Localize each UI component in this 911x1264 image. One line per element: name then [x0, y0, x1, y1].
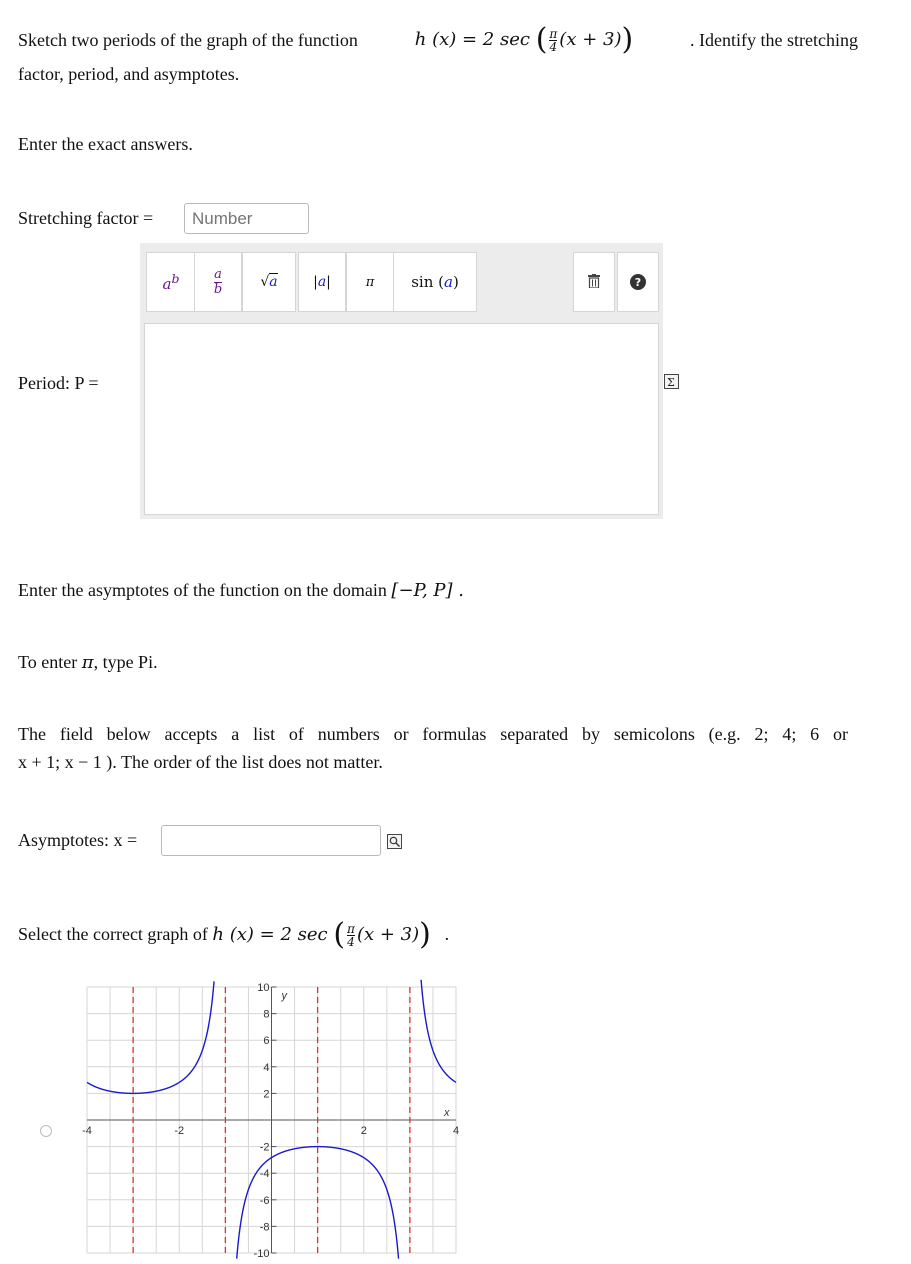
- equation-preview-icon[interactable]: [664, 374, 679, 389]
- function-lhs: h (x) = 2 sec: [414, 29, 530, 50]
- y-tick-label: -6: [259, 1194, 270, 1207]
- x-tick-label: -4: [82, 1125, 92, 1137]
- y-tick-label: 2: [263, 1088, 270, 1101]
- svg-text:Σ: Σ: [667, 376, 675, 389]
- y-tick-label: 8: [263, 1008, 270, 1021]
- pi-button[interactable]: π: [346, 252, 394, 312]
- y-tick-label: 4: [263, 1061, 270, 1074]
- asymptotes-input[interactable]: [161, 825, 381, 856]
- y-tick-label: -4: [259, 1168, 270, 1181]
- pi-hint-before: To enter: [18, 652, 78, 672]
- select-graph-text: Select the correct graph of: [18, 924, 208, 944]
- x-axis-label: x: [444, 1107, 450, 1119]
- select-graph-lhs: h (x) = 2 sec: [212, 924, 328, 945]
- problem-line2: factor, period, and asymptotes.: [18, 64, 240, 84]
- list-hint-line2: x + 1; x − 1 ). The order of the list does not matter.: [18, 752, 383, 772]
- power-button[interactable]: $a^b$: [146, 252, 196, 312]
- problem-function: h (x) = 2 sec ( $\frac{\pi}{4}$ (x + 3)): [414, 22, 634, 57]
- sec-graph[interactable]: [60, 975, 480, 1260]
- select-graph-prompt: [18, 917, 450, 952]
- sqrt-button[interactable]: √a: [242, 252, 296, 312]
- pi-hint: [18, 648, 158, 677]
- select-graph-function: h (x) = 2 sec ( $\frac{\pi}{4}$ (x + 3)): [212, 917, 431, 952]
- pi-hint-after: , type Pi.: [93, 652, 158, 672]
- pi-hint-symbol: π: [81, 652, 94, 673]
- asymptotes-label: Asymptotes: x =: [18, 830, 138, 850]
- sin-button[interactable]: sin (a): [393, 252, 477, 312]
- y-tick-label: -2: [259, 1141, 270, 1154]
- x-tick-label: 4: [452, 1125, 460, 1137]
- help-icon: ?: [630, 274, 646, 290]
- problem-prefix: Sketch two periods of the graph of the function: [18, 30, 358, 50]
- x-tick-label: 2: [360, 1125, 367, 1137]
- stretching-input[interactable]: [184, 203, 309, 234]
- abs-button[interactable]: |a|: [298, 252, 346, 312]
- fraction-button[interactable]: $\frac{a}{b}$: [194, 252, 242, 312]
- trash-button[interactable]: [573, 252, 615, 312]
- y-tick-label: -8: [259, 1221, 270, 1234]
- exact-instructions: Enter the exact answers.: [18, 134, 193, 154]
- help-button[interactable]: [617, 252, 659, 312]
- select-graph-dot: .: [444, 924, 450, 944]
- list-hint-line1: The field below accepts a list of numbers or formulas separated by semicolons (e.g. 2; 4; 6 or: [18, 724, 848, 744]
- stretching-label: Stretching factor =: [18, 208, 154, 228]
- asymptote-domain: [−P, P] .: [391, 580, 465, 601]
- list-hint: [18, 720, 848, 776]
- y-tick-label: 6: [263, 1035, 270, 1048]
- period-label: Period: P =: [18, 373, 99, 393]
- asymptote-prompt: [18, 576, 464, 605]
- problem-suffix: . Identify the stretching: [690, 30, 858, 50]
- problem-statement: [18, 22, 858, 88]
- function-inner: (x + 3): [559, 29, 622, 50]
- y-tick-label: -10: [253, 1248, 270, 1260]
- x-tick-label: -2: [174, 1125, 185, 1137]
- select-graph-inner: (x + 3): [356, 924, 420, 945]
- formula-preview-icon[interactable]: [387, 834, 402, 849]
- graph-option-radio[interactable]: [40, 1125, 52, 1137]
- y-tick-label: 10: [257, 982, 270, 994]
- trash-icon: [588, 273, 600, 292]
- y-axis-label: y: [281, 990, 287, 1002]
- math-editor: [140, 243, 663, 519]
- period-math-input[interactable]: [144, 323, 659, 515]
- asymptote-prompt-text: Enter the asymptotes of the function on the domain: [18, 580, 387, 600]
